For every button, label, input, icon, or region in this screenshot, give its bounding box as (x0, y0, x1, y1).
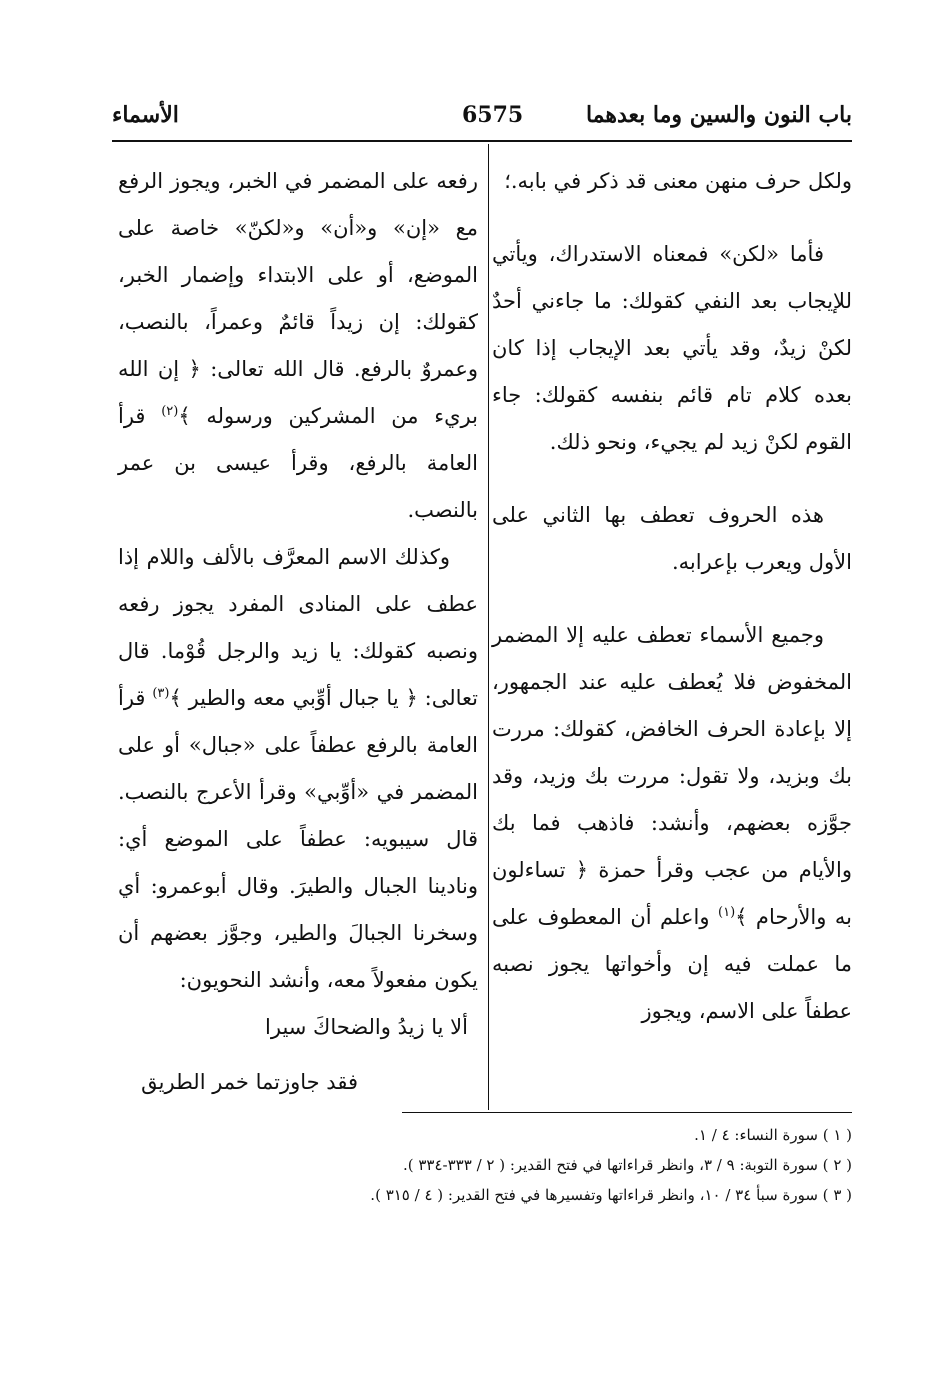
verse-first-hemistich: ألا يا زيدُ والضحاكَ سيرا (265, 1015, 468, 1039)
footnote: ( ٢ ) سورة التوبة: ٩ / ٣، وانظر قراءاتها في فتح القدير: ( ٢ / ٣٣٣-٣٣٤ ). (402, 1156, 852, 1174)
footnote-marker: (٣) (152, 686, 170, 701)
paragraph-text: رفعه على المضمر في الخبر، ويجوز الرفع مع «إن» و«أن» و«لكنّ» خاصة على الموضع، أو على الابتداء وإضمار الخبر، كقولك: إن زيداً قائمٌ وعمراً، بالنصب، وعمروٌ بالرفع. قال الله تعالى: ﴿ إن الله بريء من المشركين ورسوله ﴾ (118, 169, 478, 428)
paragraph-text: وكذلك الاسم المعرَّف بالألف واللام إذا عطف على المنادى المفرد يجوز رفعه ونصبه كقولك: يا زيد والرجل قُوْما. قال تعالى: ﴿ يا جبال أوِّبي معه والطير ﴾ (118, 545, 478, 710)
paragraph: هذه الحروف تعطف بها الثاني على الأول ويعرب بإعرابه. (492, 503, 852, 574)
paragraph-text: وجميع الأسماء تعطف عليه إلا المضمر المخفوض فلا يُعطف عليه عند الجمهور، إلا بإعادة الحرف الخافض، كقولك: مررت بك وبزيد، ولا تقول: مررت بك وزيد، وقد جوَّزه بعضهم، وأنشد: فاذهب فما بك والأيام من عجب وقرأ حمزة ﴿ تساءلون به والأرحام ﴾ (492, 623, 853, 929)
chapter-title: باب النون والسين وما بعدهما (585, 102, 852, 128)
page-number: 6575 (462, 102, 524, 128)
footnote: ( ١ ) سورة النساء: ٤ / ١. (694, 1126, 852, 1144)
footnote-rule (402, 1112, 852, 1113)
paragraph-text: قرأ العامة بالرفع، وقرأ عيسى بن عمر بالنصب. (118, 404, 478, 522)
column-divider (488, 144, 489, 1110)
right-column (492, 158, 852, 1035)
footnotes (92, 1120, 852, 1210)
footnote-marker: (١) (718, 905, 736, 920)
footnote-marker: (٢) (161, 404, 179, 419)
verse-second-hemistich: فقد جاوزتما خمر الطريق (141, 1070, 358, 1094)
paragraph (118, 534, 478, 1004)
paragraph (118, 158, 478, 534)
paragraph-text: قرأ العامة بالرفع عطفاً على «جبال» أو على المضمر في «أوِّبي» وقرأ الأعرج بالنصب. قال سيبويه: عطفاً على الموضع أي: ونادينا الجبال والطيرَ. وقال أبوعمرو: أي وسخرنا الجبالَ والطير، وجوَّز بعضهم أن يكون مفعولاً معه، وأنشد النحويون: (118, 686, 478, 992)
page-header (112, 96, 852, 140)
paragraph: فأما «لكن» فمعناه الاستدراك، ويأتي للإيجاب بعد النفي كقولك: ما جاءني أحدٌ لكنْ زيدٌ، وقد يأتي بعد الإيجاب إذا كان بعده كلام تام قائم بنفسه كقولك: جاء القوم لكنْ زيد لم يجيء، ونحو ذلك. (492, 242, 852, 454)
paragraph: ولكل حرف منهن معنى قد ذكر في بابه.؛ (504, 169, 852, 193)
paragraph (492, 612, 852, 1035)
footnote: ( ٣ ) سورة سبأ ٣٤ / ١٠، وانظر قراءاتها وتفسيرها في فتح القدير: ( ٤ / ٣١٥ ). (370, 1186, 852, 1204)
paragraph-text: واعلم أن المعطوف على ما عملت فيه إن وأخواتها يجوز نصبه عطفاً على الاسم، ويجوز (492, 905, 852, 1023)
section-title: الأسماء (112, 102, 179, 128)
left-column (118, 158, 478, 1106)
header-rule (112, 140, 852, 142)
